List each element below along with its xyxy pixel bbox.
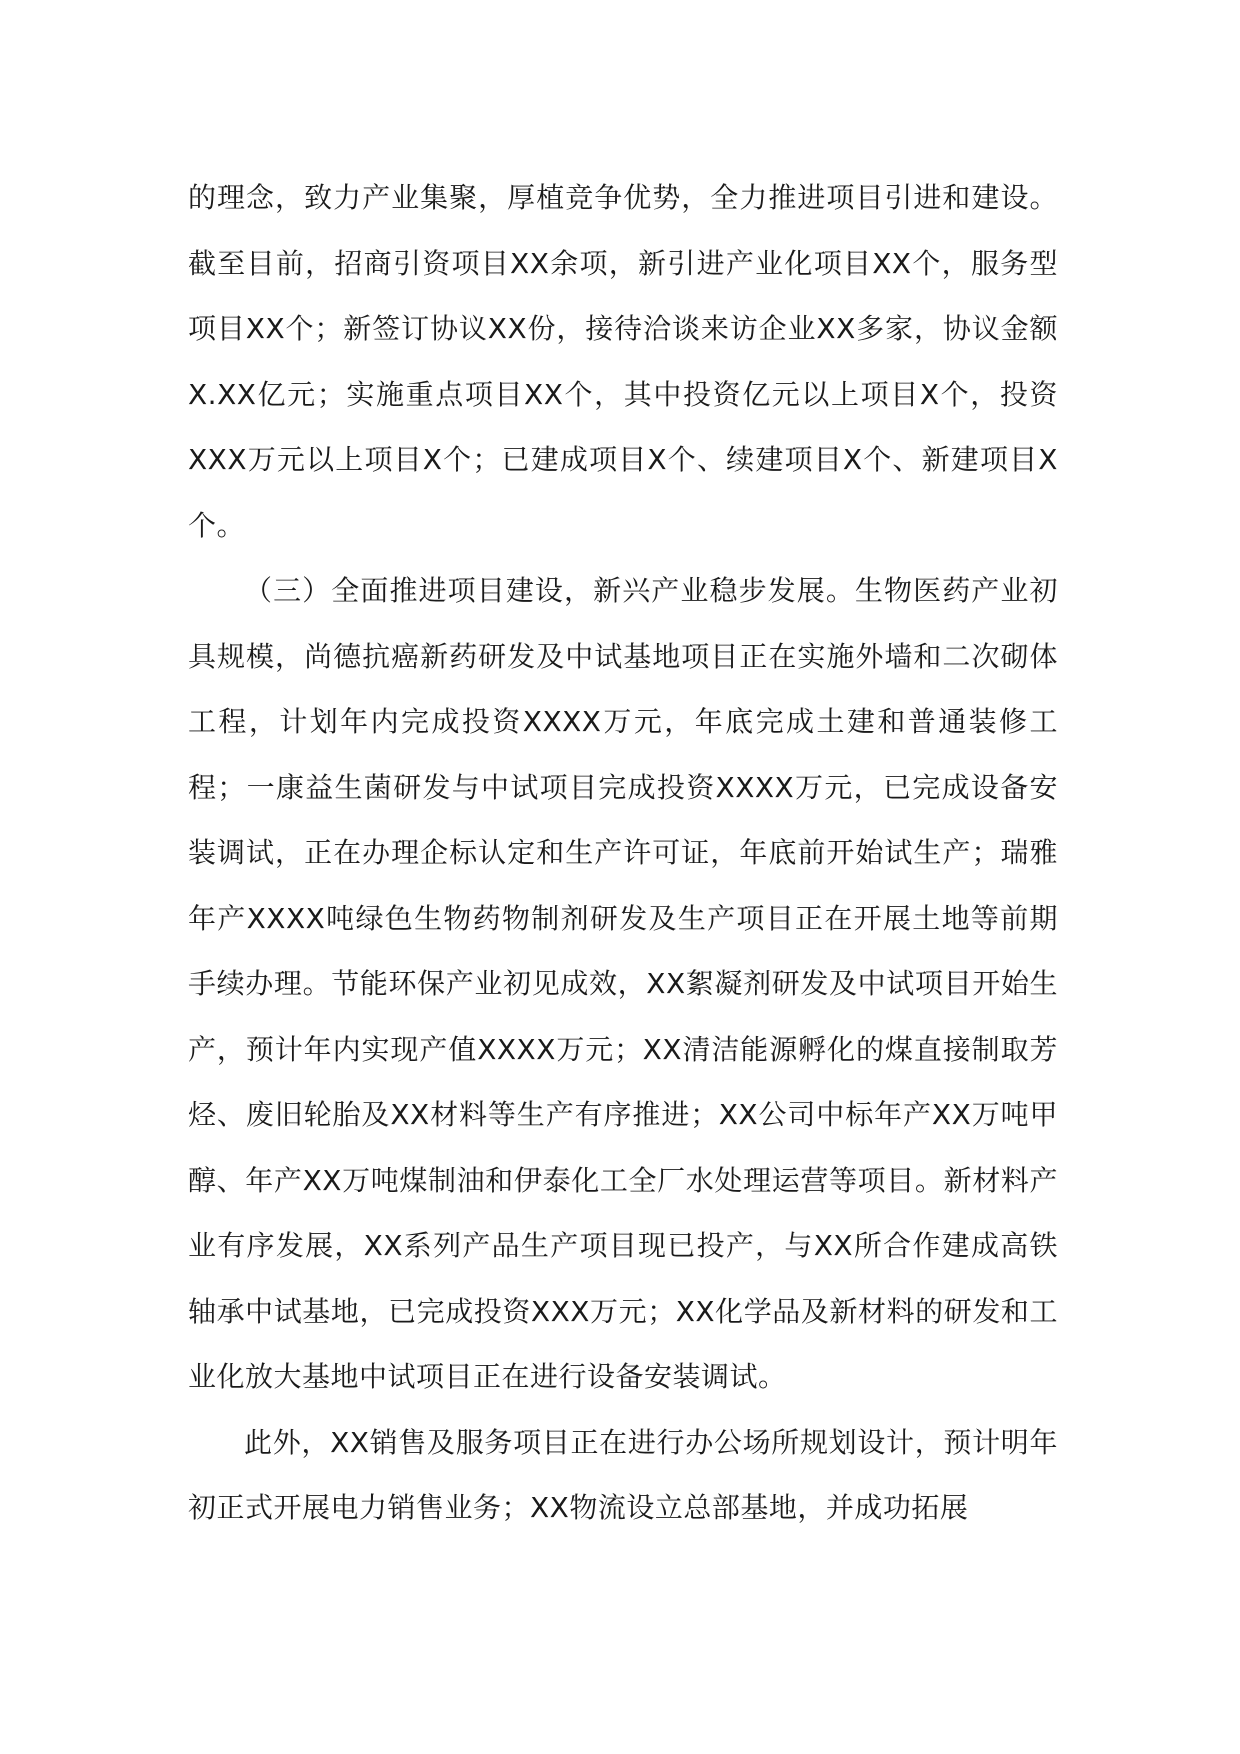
document-body (188, 165, 1058, 1541)
paragraph-section-three: （三）全面推进项目建设，新兴产业稳步发展。生物医药产业初具规模，尚德抗癌新药研发及中试基地项目正在实施外墙和二次砌体工程，计划年内完成投资XXXX万元，年底完成土建和普通装修工程；一康益生菌研发与中试项目完成投资XXXX万元，已完成设备安装调试，正在办理企标认定和生产许可证，年底前开始试生产；瑞雅年产XXXX吨绿色生物药物制剂研发及生产项目正在开展土地等前期手续办理。节能环保产业初见成效，XX絮凝剂研发及中试项目开始生产，预计年内实现产值XXXX万元；XX清洁能源孵化的煤直接制取芳烃、废旧轮胎及XX材料等生产有序推进；XX公司中标年产XX万吨甲醇、年产XX万吨煤制油和伊泰化工全厂水处理运营等项目。新材料产业有序发展，XX系列产品生产项目现已投产，与XX所合作建成高铁轴承中试基地，已完成投资XXX万元；XX化学品及新材料的研发和工业化放大基地中试项目正在进行设备安装调试。 (188, 574, 1058, 1393)
paragraph-continuation: 的理念，致力产业集聚，厚植竞争优势，全力推进项目引进和建设。截至目前，招商引资项目XX余项，新引进产业化项目XX个，服务型项目XX个；新签订协议XX份，接待洽谈来访企业XX多家，协议金额X.XX亿元；实施重点项目XX个，其中投资亿元以上项目X个，投资XXX万元以上项目X个；已建成项目X个、续建项目X个、新建项目X个。 (188, 181, 1058, 542)
paragraph-additional: 此外，XX销售及服务项目正在进行办公场所规划设计，预计明年初正式开展电力销售业务；XX物流设立总部基地，并成功拓展 (188, 1425, 1058, 1524)
